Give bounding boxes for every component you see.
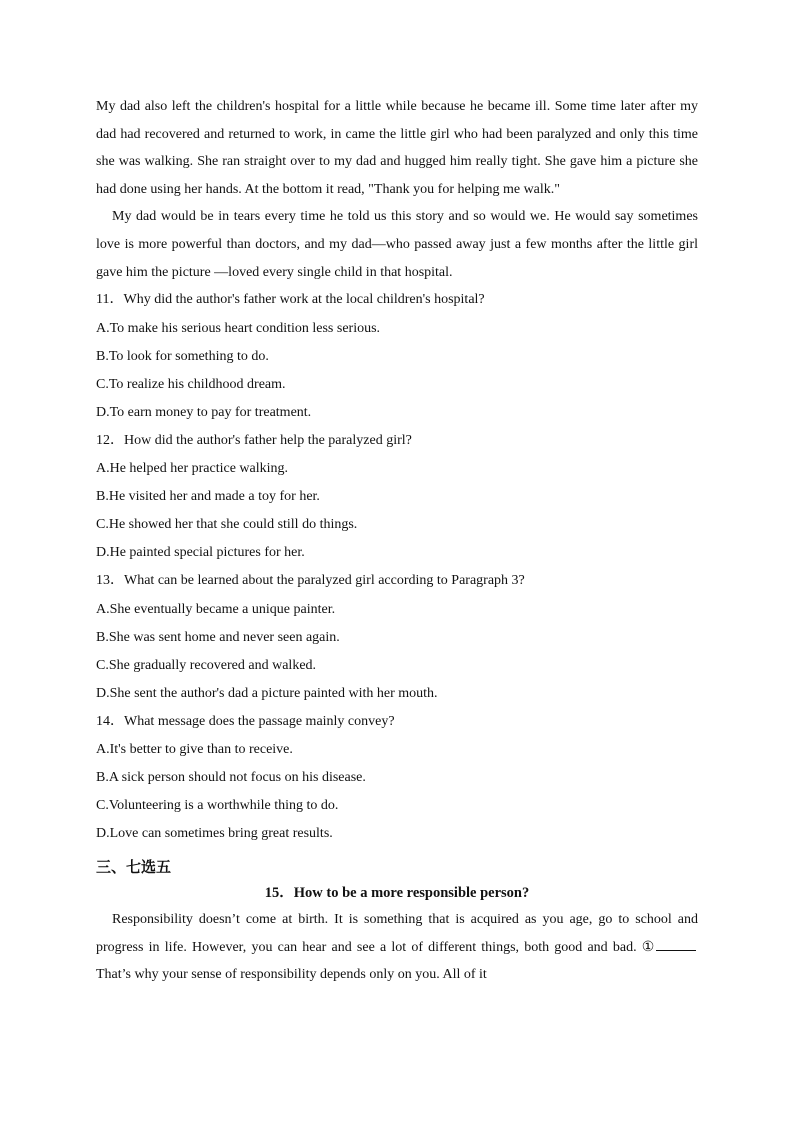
option-d: D.Love can sometimes bring great results. xyxy=(96,826,333,842)
section-heading: 三、七选五 xyxy=(96,858,172,877)
question-13 xyxy=(96,567,698,708)
option-b: B.He visited her and made a toy for her. xyxy=(96,489,320,505)
option-d: D.To earn money to pay for treatment. xyxy=(96,404,312,420)
passage-paragraph-4: My dad also left the children's hospital for a little while because he became ill. Some time later after my dad had recovered and returned to work, in came the little girl who had been paralyzed and only this time she was walking. She ran straight over to my dad and hugged him really tight. She gave him a picture she had done using her hands. At the bottom it read, "Thank you for helping me walk." xyxy=(96,99,698,197)
document-page xyxy=(96,93,698,989)
blank-marker: ① xyxy=(641,939,656,955)
section-title: 15．How to be a more responsible person? xyxy=(264,885,530,902)
option-a: A.It's better to give than to receive. xyxy=(96,742,293,758)
question-12 xyxy=(96,427,698,568)
option-b: B.A sick person should not focus on his disease. xyxy=(96,770,366,786)
option-b: B.She was sent home and never seen again. xyxy=(96,629,340,645)
option-a: A.She eventually became a unique painter. xyxy=(96,601,336,617)
question-11 xyxy=(96,286,698,427)
option-a: A.He helped her practice walking. xyxy=(96,461,289,477)
section-paragraph xyxy=(96,906,698,989)
option-c: C.Volunteering is a worthwhile thing to do. xyxy=(96,798,339,814)
option-c: C.He showed her that she could still do things. xyxy=(96,517,358,533)
option-d: D.She sent the author's dad a picture painted with her mouth. xyxy=(96,685,438,701)
question-stem: 13．What can be learned about the paralyzed girl according to Paragraph 3? xyxy=(96,573,525,589)
option-a: A.To make his serious heart condition less serious. xyxy=(96,320,381,336)
option-b: B.To look for something to do. xyxy=(96,348,269,364)
paragraph-text-start: Responsibility doesn’t come at birth. It is something that is acquired as you age, go to school and progress in life. However, you can hear and see a lot of different things, both good and bad. xyxy=(96,912,698,955)
passage-paragraph-5: My dad would be in tears every time he told us this story and so would we. He would say sometimes love is more powerful than doctors, and my dad—who passed away just a few months after the little girl gave him the picture —loved every single child in that hospital. xyxy=(96,209,698,280)
option-c: C.She gradually recovered and walked. xyxy=(96,657,317,673)
question-stem: 11．Why did the author's father work at the local children's hospital? xyxy=(96,292,485,308)
question-14 xyxy=(96,708,698,849)
paragraph-text-end: That’s why your sense of responsibility depends only on you. All of it xyxy=(96,967,487,983)
answer-blank[interactable] xyxy=(656,938,696,951)
option-c: C.To realize his childhood dream. xyxy=(96,376,286,392)
question-stem: 14．What message does the passage mainly convey? xyxy=(96,713,395,729)
question-stem: 12．How did the author's father help the paralyzed girl? xyxy=(96,432,412,448)
option-d: D.He painted special pictures for her. xyxy=(96,545,305,561)
